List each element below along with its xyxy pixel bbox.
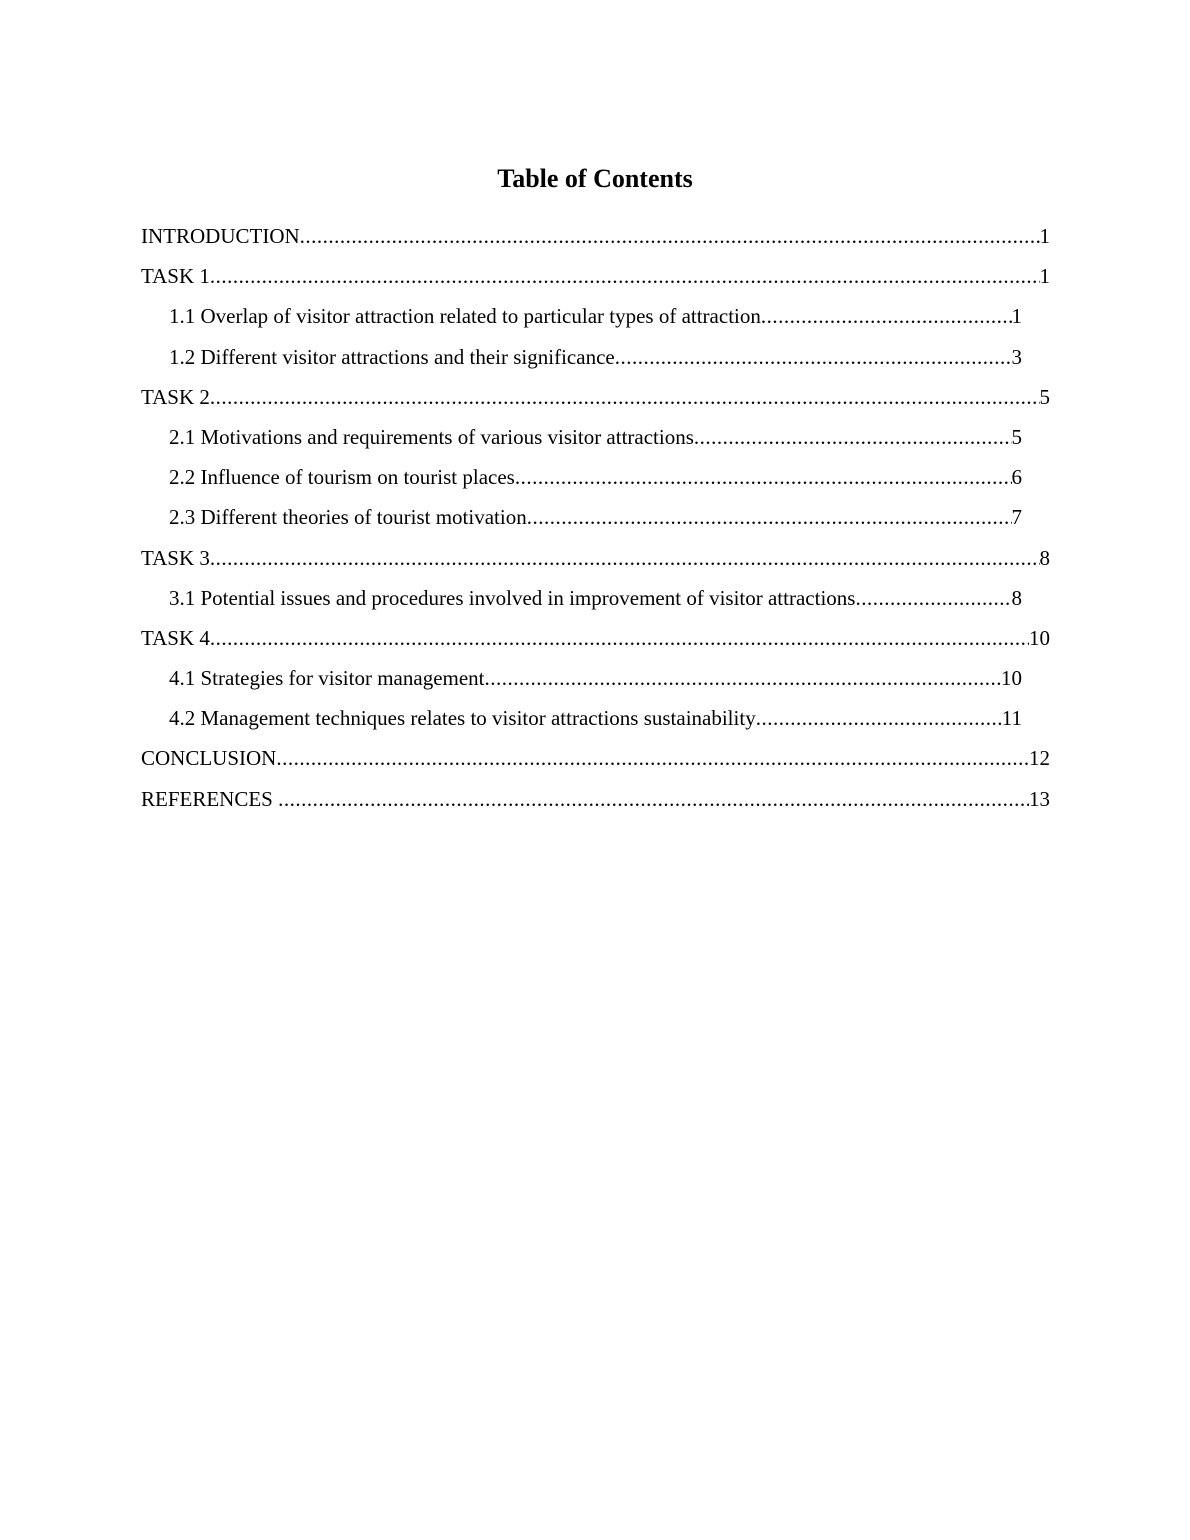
toc-entry-task-2[interactable]	[141, 382, 1050, 422]
toc-entry-label: TASK 3	[141, 545, 210, 570]
dot-leader	[761, 301, 1012, 331]
toc-entry-4-2[interactable]	[169, 703, 1022, 743]
dot-leader	[515, 462, 1012, 492]
toc-entry-2-2[interactable]	[169, 462, 1022, 502]
toc-entry-page: 13	[1029, 786, 1050, 811]
toc-entry-4-1[interactable]	[169, 663, 1022, 703]
toc-title: Table of Contents	[497, 164, 693, 193]
toc-entry-page: 1	[1011, 304, 1022, 329]
dot-leader	[855, 583, 1011, 613]
toc-entry-label: TASK 1	[141, 264, 210, 289]
toc-entry-page: 5	[1039, 384, 1050, 409]
toc-entry-1-2[interactable]	[169, 342, 1022, 382]
dot-leader	[694, 422, 1012, 452]
toc-entry-label: 3.1 Potential issues and procedures involved in improvement of visitor attractions	[169, 585, 856, 610]
dot-leader	[300, 221, 1040, 251]
dot-leader	[615, 342, 1012, 372]
dot-leader	[756, 703, 1002, 733]
toc-entry-page: 3	[1011, 344, 1022, 369]
dot-leader	[485, 663, 1001, 693]
dot-leader	[527, 502, 1012, 532]
toc-entry-label: 2.3 Different theories of tourist motivation	[169, 505, 527, 530]
toc-entry-2-3[interactable]	[169, 502, 1022, 542]
dot-leader	[210, 543, 1040, 573]
toc-entry-label: 2.2 Influence of tourism on tourist places	[169, 465, 515, 490]
dot-leader	[210, 261, 1040, 291]
dot-leader	[210, 382, 1040, 412]
toc-entry-label: REFERENCES	[141, 786, 279, 811]
toc-entry-2-1[interactable]	[169, 422, 1022, 462]
toc-entry-label: 1.1 Overlap of visitor attraction related to particular types of attraction	[169, 304, 761, 329]
dot-leader	[278, 784, 1029, 814]
dot-leader	[210, 623, 1029, 653]
toc-entry-references[interactable]	[141, 784, 1050, 824]
toc-entry-page: 11	[1001, 706, 1022, 731]
toc-entry-label: 4.2 Management techniques relates to visitor attractions sustainability	[169, 706, 756, 731]
toc-entry-page: 10	[1029, 625, 1050, 650]
toc-entry-page: 7	[1011, 505, 1022, 530]
toc-entry-label: CONCLUSION	[141, 746, 277, 771]
toc-entry-page: 8	[1039, 545, 1050, 570]
toc-entry-label: 4.1 Strategies for visitor management	[169, 666, 485, 691]
toc-entry-label: 1.2 Different visitor attractions and their significance	[169, 344, 615, 369]
toc-entry-1-1[interactable]	[169, 301, 1022, 341]
toc-entry-page: 10	[1001, 666, 1022, 691]
toc-entry-label: TASK 2	[141, 384, 210, 409]
toc-entry-label: TASK 4	[141, 625, 210, 650]
toc-entry-task-4[interactable]	[141, 623, 1050, 663]
toc-entry-page: 1	[1039, 224, 1050, 248]
toc-entry-introduction[interactable]	[141, 221, 1050, 261]
toc-entry-conclusion[interactable]	[141, 743, 1050, 783]
toc-entry-page: 6	[1011, 465, 1022, 490]
toc-entry-label: INTRODUCTION	[141, 224, 300, 248]
dot-leader	[276, 743, 1029, 773]
toc-entry-page: 12	[1029, 746, 1050, 771]
toc-entry-label: 2.1 Motivations and requirements of various visitor attractions	[169, 424, 694, 449]
toc-entry-3-1[interactable]	[169, 583, 1022, 623]
toc-list	[141, 221, 1050, 824]
toc-entry-page: 8	[1011, 585, 1022, 610]
toc-entry-page: 1	[1039, 264, 1050, 289]
toc-entry-task-3[interactable]	[141, 543, 1050, 583]
toc-entry-page: 5	[1011, 424, 1022, 449]
toc-entry-task-1[interactable]	[141, 261, 1050, 301]
